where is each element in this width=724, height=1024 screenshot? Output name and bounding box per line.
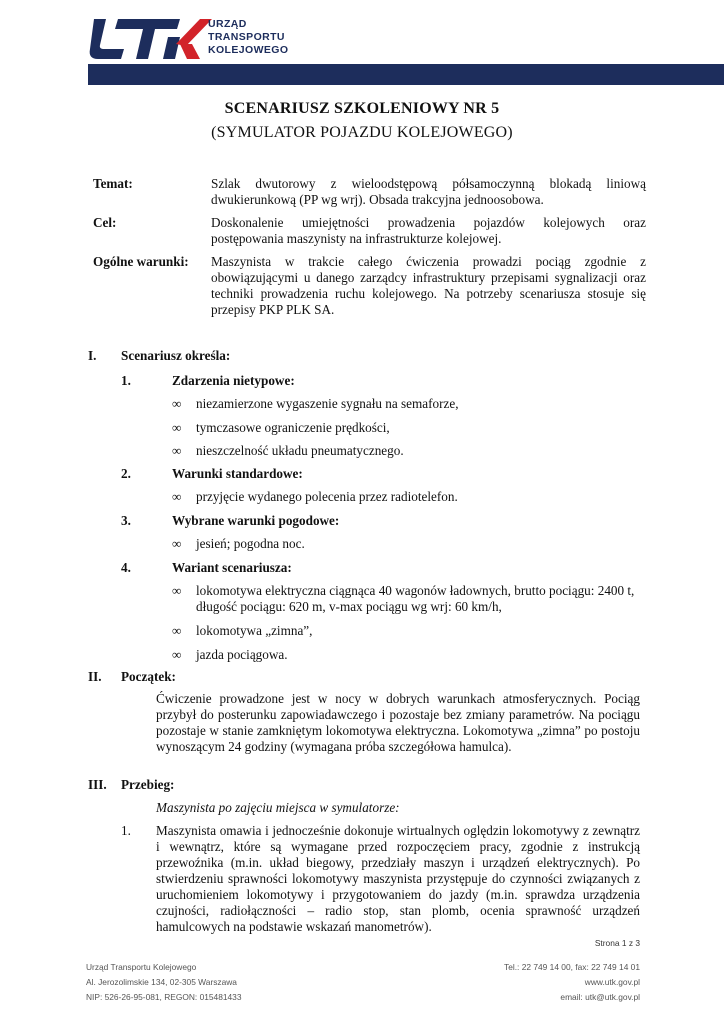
info-cel <box>93 215 646 247</box>
header-band <box>88 64 724 85</box>
logo-line: TRANSPORTU <box>208 31 285 43</box>
footer-line: NIP: 526-26-95-081, REGON: 015481433 <box>86 992 242 1002</box>
logo-line: KOLEJOWEGO <box>208 44 289 56</box>
infinity-bullet-icon: ∞ <box>172 536 182 551</box>
sub4-title: Wariant scenariusza: <box>172 560 292 575</box>
section1-title: Scenariusz określa: <box>121 348 231 363</box>
document-title: SCENARIUSZ SZKOLENIOWY NR 5 <box>224 100 500 117</box>
footer-email-link[interactable]: email: utk@utk.gov.pl <box>560 992 640 1002</box>
cel-value: Doskonalenie umiejętności prowadzenia pojazdów kolejowych oraz postępowania maszynisty na infrastrukturze kolejowej. <box>211 215 646 246</box>
page-number: Strona 1 z 3 <box>594 938 640 948</box>
info-warunki <box>93 254 646 318</box>
footer-right <box>504 960 640 1005</box>
sub4-num: 4. <box>121 560 131 575</box>
warunki-value: Maszynista w trakcie całego ćwiczenia prowadzi pociąg zgodnie z obowiązującymi u danego zarządcy infrastruktury przepisami sygnalizacji oraz techniki prowadzenia ruchu kolejowego. Na potrzeby scenariusza stosuje się przepisy PKP PLK SA. <box>211 254 646 317</box>
footer-line: Al. Jerozolimskie 134, 02-305 Warszawa <box>86 977 237 987</box>
sub3-title: Wybrane warunki pogodowe: <box>172 513 340 528</box>
section3-title: Przebieg: <box>121 777 175 792</box>
footer-left <box>86 960 242 1005</box>
infinity-bullet-icon: ∞ <box>172 396 182 411</box>
infinity-bullet-icon: ∞ <box>172 443 182 458</box>
warunki-label: Ogólne warunki: <box>93 254 189 269</box>
sub3-num: 3. <box>121 513 131 528</box>
infinity-bullet-icon: ∞ <box>172 623 182 638</box>
item1-num: 1. <box>121 823 131 838</box>
temat-value: Szlak dwutorowy z wieloodstępową półsamoczynną blokadą liniową dwukierunkową (PP wg wrj). Obsada trakcyjna jednoosobowa. <box>211 176 646 207</box>
info-temat <box>93 176 646 208</box>
logo-line: URZĄD <box>208 18 247 30</box>
section1-num: I. <box>88 348 97 363</box>
temat-label: Temat: <box>93 176 133 191</box>
infinity-bullet-icon: ∞ <box>172 489 182 504</box>
footer-line: Tel.: 22 749 14 00, fax: 22 749 14 01 <box>504 962 640 972</box>
section2-text: Ćwiczenie prowadzone jest w nocy w dobrych warunkach atmosferycznych. Pociąg przybył do posterunku zapowiadawczego i pozostaje bez zmiany parametrów. Na pociągu pozostaje w stanie zamkniętym lokomotywa elektryczna. Lokomotywa „zimna” po postoju wynoszącym 24 godziny (wymagana próba szczegółowa hamulca). <box>156 691 640 754</box>
document-subtitle: (SYMULATOR POJAZDU KOLEJOWEGO) <box>211 124 513 141</box>
section3-num: III. <box>88 777 107 792</box>
section3-intro: Maszynista po zajęciu miejsca w symulatorze: <box>156 800 400 815</box>
sub2-title: Warunki standardowe: <box>172 466 303 481</box>
footer-line: Urząd Transportu Kolejowego <box>86 962 197 972</box>
sub2-num: 2. <box>121 466 131 481</box>
infinity-bullet-icon: ∞ <box>172 420 182 435</box>
infinity-bullet-icon: ∞ <box>172 583 182 598</box>
sub1-title: Zdarzenia nietypowe: <box>172 373 295 388</box>
item1-text: Maszynista omawia i jednocześnie dokonuje wirtualnych oględzin lokomotywy z zewnątrz i wewnątrz, które są wymagane przed rozpoczęciem pracy, zgodnie z instrukcją przewoźnika (m.in. układ biegowy, przedziały maszyn i urządzeń elektrycznych). Po stwierdzeniu sprawności lokomotywy maszynista przystępuje do czynności związanych z uruchomieniem lokomotywy i przygotowaniem do jazdy (m.in. sprawdza urządzenia czujności, radiołączności – radio stop, stan plomb, ocenia sprawność urządzeń hamulcowych na podstawie wskazań manometrów). <box>156 823 640 934</box>
section2-num: II. <box>88 669 102 684</box>
logo-text <box>208 18 288 57</box>
sub1-num: 1. <box>121 373 131 388</box>
section2-title: Początek: <box>121 669 176 684</box>
cel-label: Cel: <box>93 215 117 230</box>
footer-website-link[interactable]: www.utk.gov.pl <box>584 977 640 987</box>
infinity-bullet-icon: ∞ <box>172 647 182 662</box>
